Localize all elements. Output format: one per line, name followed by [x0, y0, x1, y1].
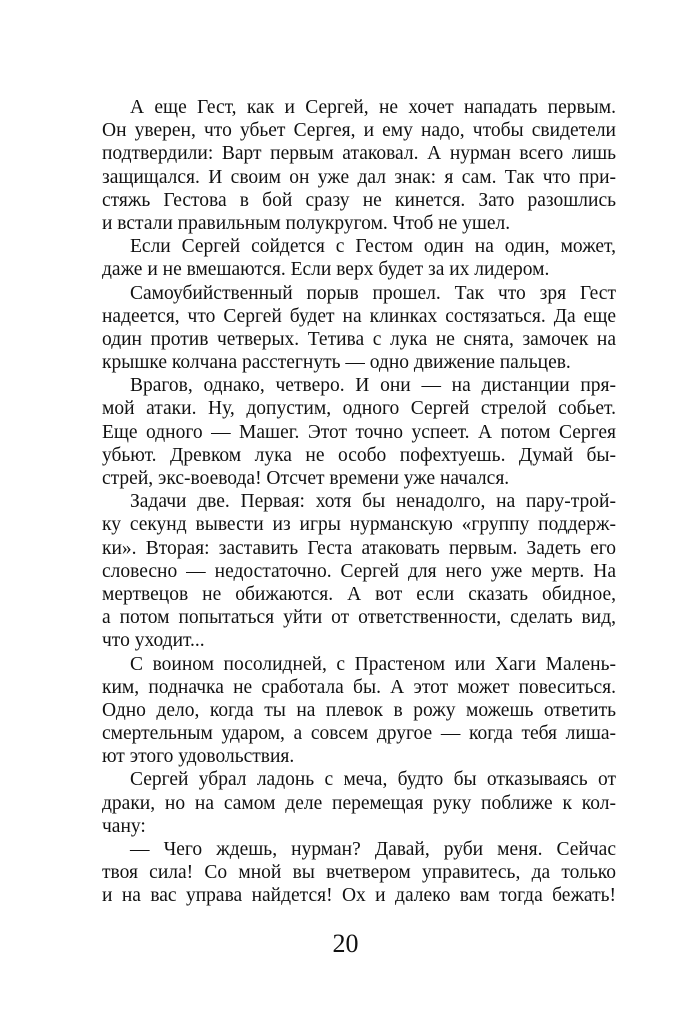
- paragraph-8: [102, 838, 616, 908]
- paragraph-2: [102, 235, 616, 281]
- paragraph-6: [102, 653, 616, 769]
- text-line: драки, но на самом деле перемещая руку поближе к кол-: [102, 792, 616, 814]
- text-line: — Чего ждешь, нурман? Давай, руби меня. Сейчас: [130, 839, 616, 860]
- text-line: ку секунд вывести из игры нурманскую «группу поддерж-: [102, 514, 616, 536]
- page-body-text: [102, 96, 616, 908]
- text-line: ют этого удовольствия.: [102, 746, 295, 768]
- paragraph-7: [102, 768, 616, 838]
- text-line: убьют. Древком лука не особо пофехтуешь. Думай бы-: [102, 444, 616, 466]
- text-line: Сергей убрал ладонь с меча, будто бы отказываясь от: [130, 769, 616, 791]
- text-line: что уходит...: [102, 630, 205, 652]
- text-line: чану:: [102, 815, 146, 837]
- text-line: один против четверых. Тетива с лука не снята, замочек на: [102, 328, 616, 350]
- text-line: стрей, экс-воевода! Отсчет времени уже начался.: [102, 468, 510, 489]
- text-line: Еще одного — Машег. Этот точно успеет. А потом Сергея: [102, 421, 616, 443]
- text-line: мертвецов не обижаются. А вот если сказать обидное,: [102, 583, 616, 605]
- paragraph-4: [102, 374, 616, 490]
- text-line: Он уверен, что убьет Сергея, и ему надо, чтобы свидетели: [102, 120, 616, 142]
- text-line: и на вас управа найдется! Ох и далеко вам тогда бежать!: [102, 885, 616, 907]
- text-line: словесно — недостаточно. Сергей для него уже мертв. На: [102, 560, 616, 582]
- text-line: крышке колчана расстегнуть — одно движение пальцев.: [102, 352, 571, 374]
- paragraph-5: [102, 490, 616, 652]
- text-line: даже и не вмешаются. Если верх будет за их лидером.: [102, 259, 550, 281]
- text-line: Одно дело, когда ты на плевок в рожу можешь ответить: [102, 699, 616, 721]
- text-line: Задачи две. Первая: хотя бы ненадолго, на пару-трой-: [130, 491, 616, 513]
- text-line: стяжь Гестова в бой сразу не кинется. Зато разошлись: [102, 189, 616, 211]
- text-line: защищался. И своим он уже дал знак: я сам. Так что при-: [102, 166, 616, 188]
- text-line: ки». Вторая: заставить Геста атаковать первым. Задеть его: [102, 537, 616, 559]
- text-line: подтвердили: Варт первым атаковал. А нурман всего лишь: [102, 143, 616, 165]
- page-number: 20: [332, 929, 359, 958]
- text-line: а потом попытаться уйти от ответственности, сделать вид,: [102, 607, 616, 629]
- text-line: твоя сила! Со мной вы вчетвером управитесь, да только: [102, 862, 616, 884]
- text-line: смертельным ударом, а совсем другое — когда тебя лиша-: [102, 723, 616, 745]
- text-line: мой атаки. Ну, допустим, одного Сергей стрелой собьет.: [102, 398, 616, 420]
- text-line: А еще Гест, как и Сергей, не хочет нападать первым.: [130, 97, 616, 118]
- text-line: Врагов, однако, четверо. И они — на дистанции пря-: [130, 375, 616, 397]
- text-line: Самоубийственный порыв прошел. Так что зря Гест: [130, 282, 616, 304]
- text-line: Если Сергей сойдется с Гестом один на один, может,: [130, 236, 616, 258]
- text-line: надеется, что Сергей будет на клинках состязаться. Да еще: [102, 305, 616, 327]
- text-line: ким, подначка не сработала бы. А этот может повеситься.: [102, 676, 616, 698]
- text-line: и встали правильным полукругом. Чтоб не ушел.: [102, 212, 511, 234]
- text-line: С воином посолидней, с Прастеном или Хаги Малень-: [130, 653, 616, 675]
- paragraph-3: [102, 282, 616, 375]
- paragraph-1: [102, 96, 616, 235]
